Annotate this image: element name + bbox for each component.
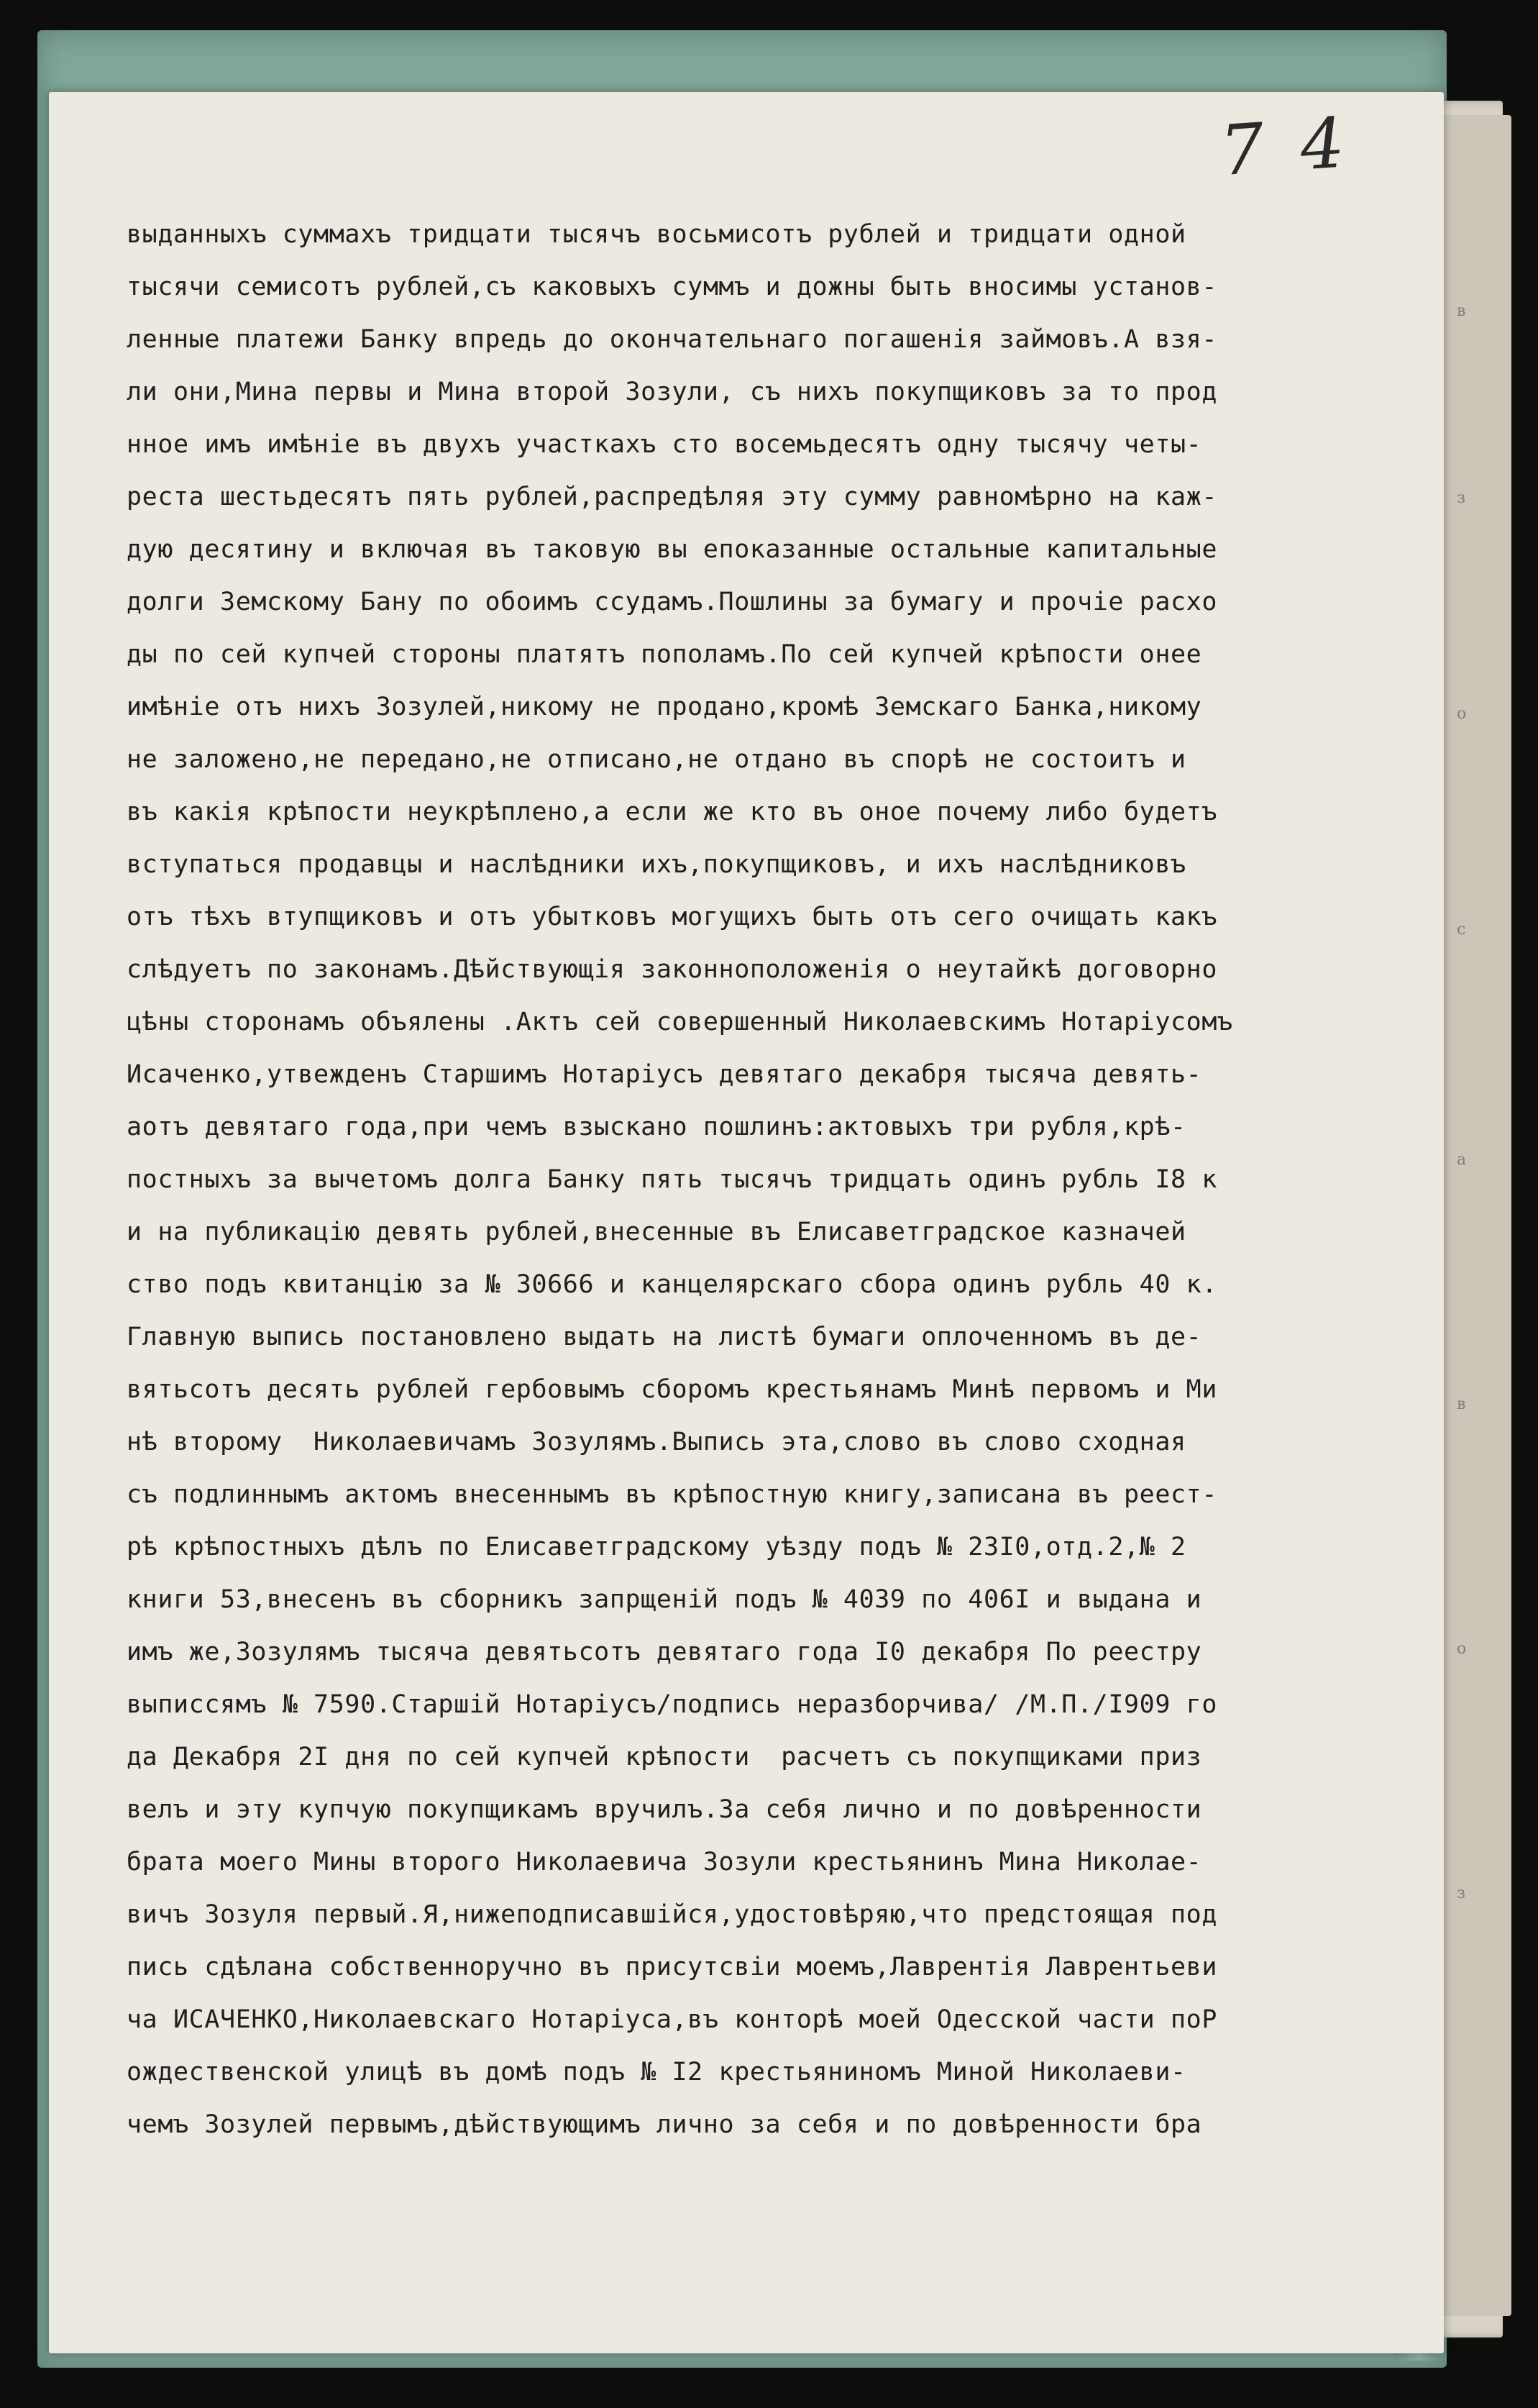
text-line: цѣны сторонамъ объялены .Актъ сей совершенный Николаевскимъ Нотаріусомъ — [127, 1008, 1233, 1036]
text-line: долги Земскому Бану по обоимъ ссудамъ.Пошлины за бумагу и прочіе расхо — [127, 588, 1218, 616]
text-line: чемъ Зозулей первымъ,дѣйствующимъ лично за себя и по довѣренности бра — [127, 2110, 1202, 2139]
text-line: аотъ девятаго года,при чемъ взыскано пошлинъ:актовыхъ три рубля,крѣ- — [127, 1113, 1186, 1141]
text-line: пись сдѣлана собственноручно въ присутсвіи моемъ,Лаврентія Лаврентьеви — [127, 1953, 1218, 1981]
text-line: книги 53,внесенъ въ сборникъ запрщеній подъ № 4039 по 406I и выдана и — [127, 1585, 1202, 1614]
text-line: имѣніе отъ нихъ Зозулей,никому не продано,кромѣ Земскаго Банка,никому — [127, 693, 1202, 721]
text-line: брата моего Мины второго Николаевича Зозули крестьянинъ Мина Николае- — [127, 1848, 1202, 1876]
text-line: въ какія крѣпости неукрѣплено,а если же кто въ оное почему либо будетъ — [127, 798, 1218, 826]
margin-mark: з — [1457, 1884, 1465, 1902]
text-line: выписсямъ № 7590.Старшій Нотаріусъ/подпись неразборчива/ /М.П./I909 го — [127, 1690, 1218, 1719]
text-line: вичъ Зозуля первый.Я,нижеподписавшійся,удостовѣряю,что предстоящая под — [127, 1900, 1218, 1929]
text-line: ча ИСАЧЕНКО,Николаевскаго Нотаріуса,въ конторѣ моей Одесской части поР — [127, 2005, 1218, 2034]
text-line: Главную выпись постановлено выдать на листѣ бумаги оплоченномъ въ де- — [127, 1323, 1202, 1351]
text-line: вятьсотъ десять рублей гербовымъ сборомъ крестьянамъ Минѣ первомъ и Ми — [127, 1375, 1218, 1404]
text-line: ство подъ квитанцію за № 30666 и канцелярскаго сбора одинъ рубль 40 к. — [127, 1270, 1218, 1299]
typed-document-page — [49, 92, 1444, 2353]
margin-mark: з — [1457, 489, 1465, 507]
text-line: велъ и эту купчую покупщикамъ вручилъ.За себя лично и по довѣренности — [127, 1795, 1202, 1824]
text-line: нѣ второму Николаевичамъ Зозулямъ.Выпись эта,слово въ слово сходная — [127, 1428, 1186, 1456]
text-line: ли они,Мина первы и Мина второй Зозули, съ нихъ покупщиковъ за то прод — [127, 378, 1218, 406]
text-line: рѣ крѣпостныхъ дѣлъ по Елисаветградскому уѣзду подъ № 23I0,отд.2,№ 2 — [127, 1533, 1186, 1561]
text-line: не заложено,не передано,не отписано,не отдано въ спорѣ не состоитъ и — [127, 745, 1186, 774]
document-body — [127, 209, 1471, 2151]
text-line: вступаться продавцы и наслѣдники ихъ,покупщиковъ, и ихъ наслѣдниковъ — [127, 850, 1186, 879]
text-line: Исаченко,утвежденъ Старшимъ Нотаріусъ девятаго декабря тысяча девять- — [127, 1060, 1202, 1089]
text-line: съ подлиннымъ актомъ внесеннымъ въ крѣпостную книгу,записана въ реест- — [127, 1480, 1218, 1509]
text-line: слѣдуетъ по законамъ.Дѣйствующія законноположенія о неутайкѣ договорно — [127, 955, 1218, 984]
text-line: реста шестьдесятъ пять рублей,распредѣляя эту сумму равномѣрно на каж- — [127, 483, 1218, 511]
text-line: ленные платежи Банку впредь до окончательнаго погашенія займовъ.А взя- — [127, 325, 1218, 354]
handwritten-page-number: 7 4 — [1217, 101, 1355, 192]
text-line: выданныхъ суммахъ тридцати тысячъ восьмисотъ рублей и тридцати одной — [127, 220, 1186, 249]
text-line: тысячи семисотъ рублей,съ каковыхъ суммъ и дожны быть вносимы установ- — [127, 273, 1218, 301]
text-line: и на публикацію девять рублей,внесенные въ Елисаветградское казначей — [127, 1218, 1186, 1246]
text-line: ождественской улицѣ въ домѣ подъ № I2 крестьяниномъ Миной Николаеви- — [127, 2058, 1186, 2087]
margin-mark: о — [1457, 1640, 1467, 1658]
text-line: да Декабря 2I дня по сей купчей крѣпости расчетъ съ покупщиками приз — [127, 1743, 1202, 1771]
text-line: нное имъ имѣніе въ двухъ участкахъ сто восемьдесятъ одну тысячу четы- — [127, 430, 1202, 459]
margin-mark: с — [1457, 921, 1466, 939]
text-line: ды по сей купчей стороны платятъ пополамъ.По сей купчей крѣпости онее — [127, 640, 1202, 669]
text-line: дую десятину и включая въ таковую вы епоказанные остальные капитальные — [127, 535, 1218, 564]
margin-mark: о — [1457, 705, 1467, 723]
margin-mark: в — [1457, 302, 1466, 320]
margin-mark: а — [1457, 1151, 1467, 1169]
text-line: отъ тѣхъ втупщиковъ и отъ убытковъ могущихъ быть отъ сего очищать какъ — [127, 903, 1218, 931]
text-line: постныхъ за вычетомъ долга Банку пять тысячъ тридцать одинъ рубль I8 к — [127, 1165, 1218, 1194]
margin-mark: в — [1457, 1395, 1466, 1413]
text-line: имъ же,Зозулямъ тысяча девятьсотъ девятаго года I0 декабря По реестру — [127, 1638, 1202, 1666]
